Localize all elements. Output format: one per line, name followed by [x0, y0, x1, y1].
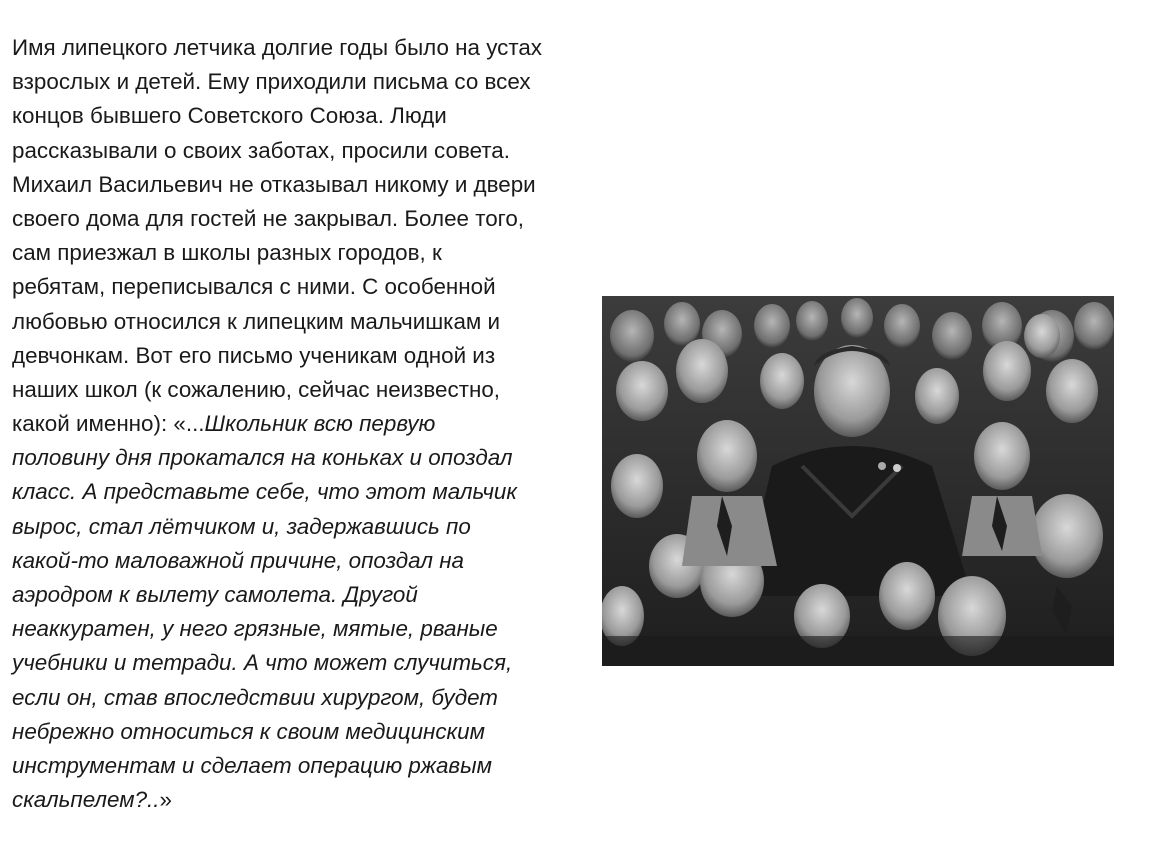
text-line: [12, 783, 652, 817]
text-line-part: класс. А представьте себе, что этот мальчик: [12, 479, 517, 505]
text-line-part: инструментам и сделает операцию ржавым: [12, 752, 492, 778]
text-line-part: вырос, стал лётчиком и, задержавшись по: [12, 513, 471, 539]
text-line-part: Михаил Васильевич не отказывал никому и двери: [12, 171, 536, 197]
photo-pilot-with-schoolchildren-icon: [602, 296, 1114, 666]
text-line-part: какой-то маловажной причине, опоздал на: [12, 547, 464, 573]
text-line-part: сам приезжал в школы разных городов, к: [12, 240, 442, 266]
text-line: [12, 339, 652, 373]
text-line-part: неаккуратен, у него грязные, мятые, рваные: [12, 616, 498, 642]
text-line-part: девчонкам. Вот его письмо ученикам одной из: [12, 342, 496, 368]
text-line: [12, 612, 652, 646]
text-line-part: любовью относился к липецким мальчишкам и: [12, 308, 501, 334]
text-line: [12, 168, 652, 202]
text-line-part: какой именно): «...: [12, 411, 205, 437]
text-line-tail: »: [159, 787, 172, 813]
text-line: [12, 31, 652, 65]
text-line-part: рассказывали о своих заботах, просили совета.: [12, 137, 510, 163]
text-line-part: учебники и тетради. А что может случиться,: [12, 650, 513, 676]
text-line-part: половину дня прокатался на коньках и опоздал: [12, 445, 513, 471]
text-line-part: скальпелем?..: [12, 787, 160, 813]
text-line-part: Имя липецкого летчика долгие годы было на устах: [12, 35, 543, 60]
historical-photo: [602, 296, 1114, 666]
text-line: [12, 202, 652, 236]
text-line: [12, 65, 652, 99]
text-line: [12, 681, 652, 715]
text-line: [12, 134, 652, 168]
text-line: [12, 510, 652, 544]
text-line-part: если он, став впоследствии хирургом, будет: [12, 684, 498, 710]
text-line-part: своего дома для гостей не закрывал. Более того,: [12, 205, 525, 231]
text-line: [12, 646, 652, 680]
text-line: [12, 236, 652, 270]
text-line: [12, 441, 652, 475]
text-line: [12, 305, 652, 339]
text-line: [12, 715, 652, 749]
text-line-tail: Школьник всю первую: [204, 411, 436, 437]
text-line: [12, 99, 652, 133]
text-line: [12, 544, 652, 578]
text-line: [12, 270, 652, 304]
text-line: [12, 407, 652, 441]
text-line: [12, 373, 652, 407]
text-line: [12, 578, 652, 612]
text-line-part: аэродром к вылету самолета. Другой: [12, 582, 418, 607]
text-line-part: небрежно относиться к своим медицинским: [12, 718, 485, 744]
text-line-part: концов бывшего Советского Союза. Люди: [12, 103, 447, 129]
text-line-part: ребятам, переписывался с ними. С особенной: [12, 274, 496, 300]
text-line-part: взрослых и детей. Ему приходили письма со всех: [12, 69, 531, 95]
article-text: [12, 31, 652, 817]
text-line: [12, 475, 652, 509]
text-line: [12, 749, 652, 783]
text-line-part: наших школ (к сожалению, сейчас неизвестно,: [12, 376, 501, 402]
